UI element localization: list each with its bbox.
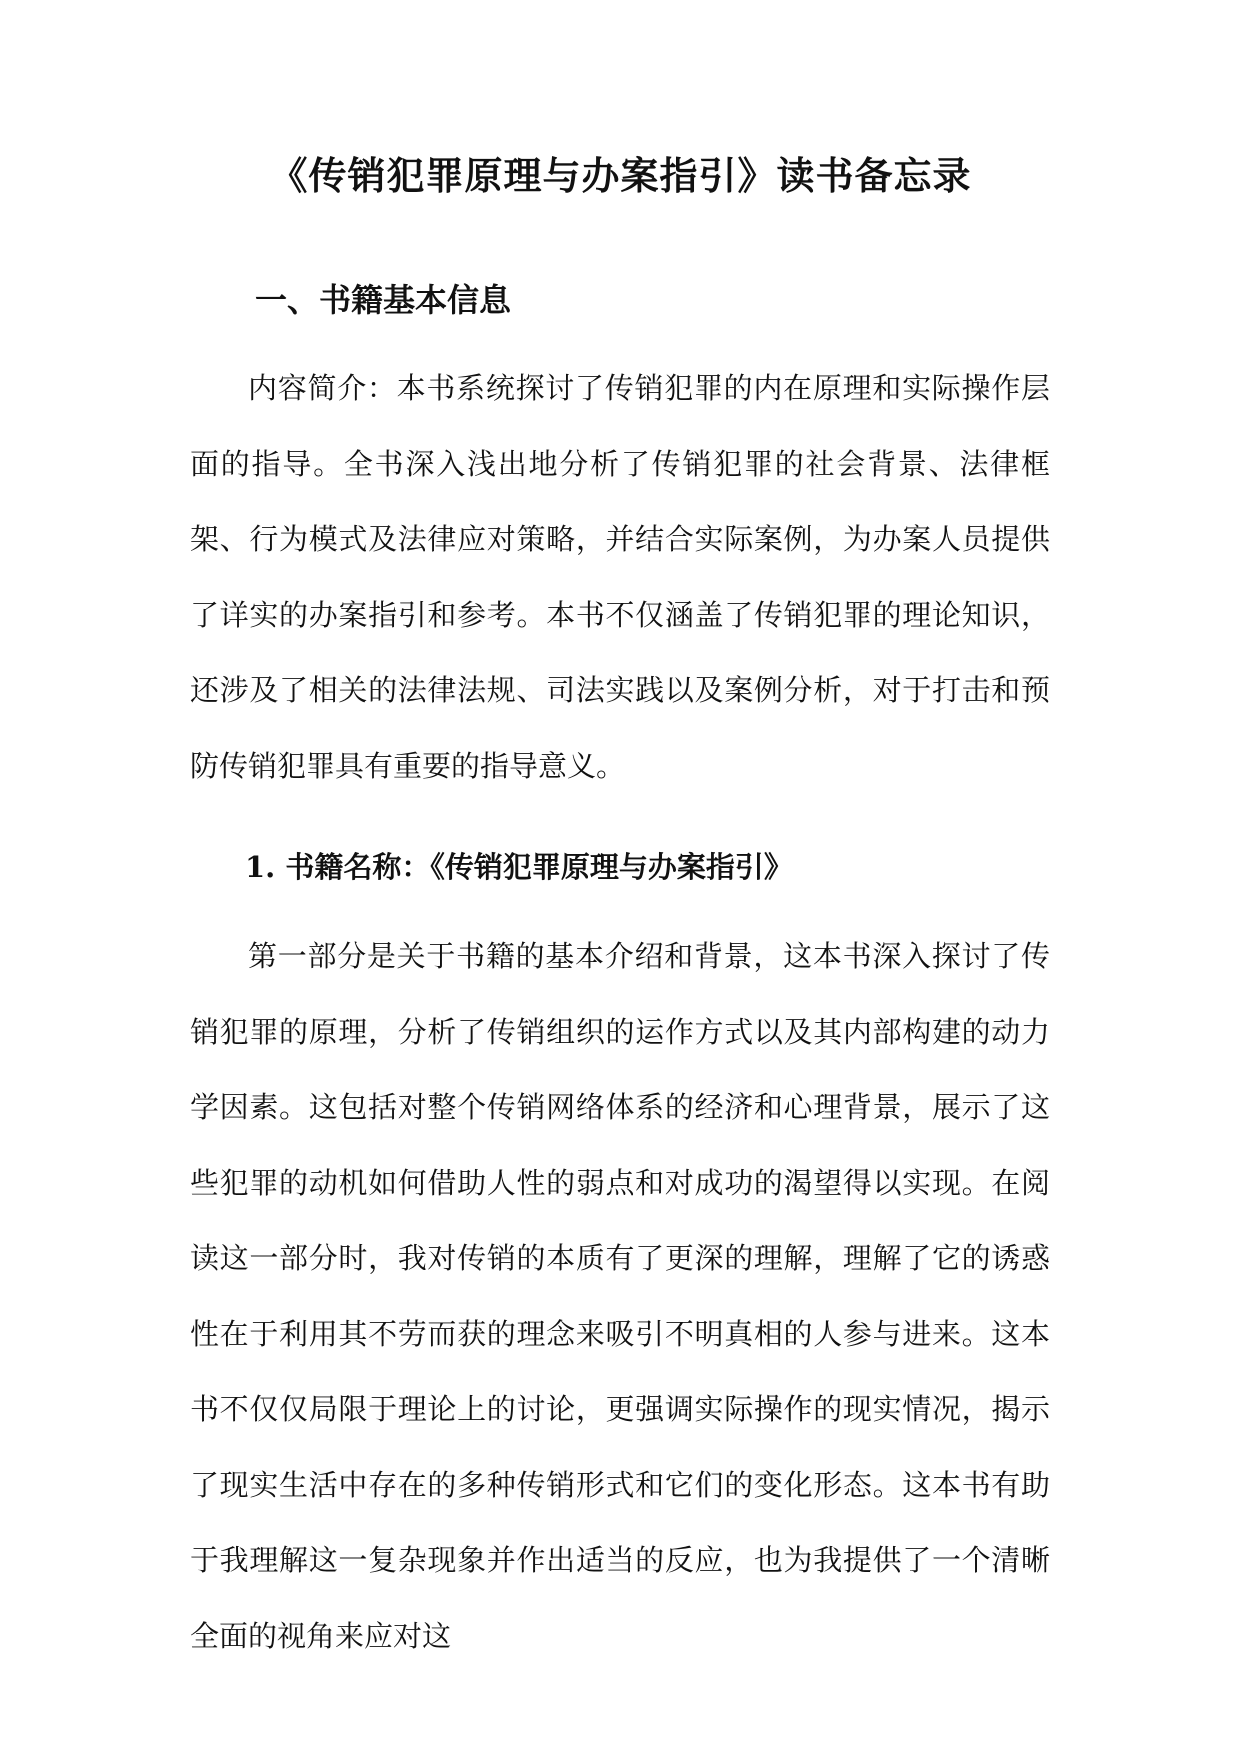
subsection-heading: 1. 书籍名称：《传销犯罪原理与办案指引》 (245, 850, 793, 884)
section-paragraph: 内容简介：本书系统探讨了传销犯罪的内在原理和实际操作层面的指导。全书深入浅出地分析了传销犯罪的社会背景、法律框架、行为模式及法律应对策略，并结合实际案例，为办案人员提供了详实的办案指引和参考。本书不仅涵盖了传销犯罪的理论知识，还涉及了相关的法律法规、司法实践以及案例分析，对于打击和预防传销犯罪具有重要的指导意义。 (190, 371, 1050, 783)
subsection-paragraph: 第一部分是关于书籍的基本介绍和背景，这本书深入探讨了传销犯罪的原理，分析了传销组织的运作方式以及其内部构建的动力学因素。这包括对整个传销网络体系的经济和心理背景，展示了这些犯罪的动机如何借助人性的弱点和对成功的渴望得以实现。在阅读这一部分时，我对传销的本质有了更深的理解，理解了它的诱惑性在于利用其不劳而获的理念来吸引不明真相的人参与进来。这本书不仅仅局限于理论上的讨论，更强调实际操作的现实情况，揭示了现实生活中存在的多种传销形式和它们的变化形态。这本书有助于我理解这一复杂现象并作出适当的反应，也为我提供了一个清晰全面的视角来应对这 (190, 939, 1050, 1653)
document-title: 《传销犯罪原理与办案指引》读书备忘录 (269, 153, 972, 198)
section-heading: 一、书籍基本信息 (255, 281, 512, 319)
